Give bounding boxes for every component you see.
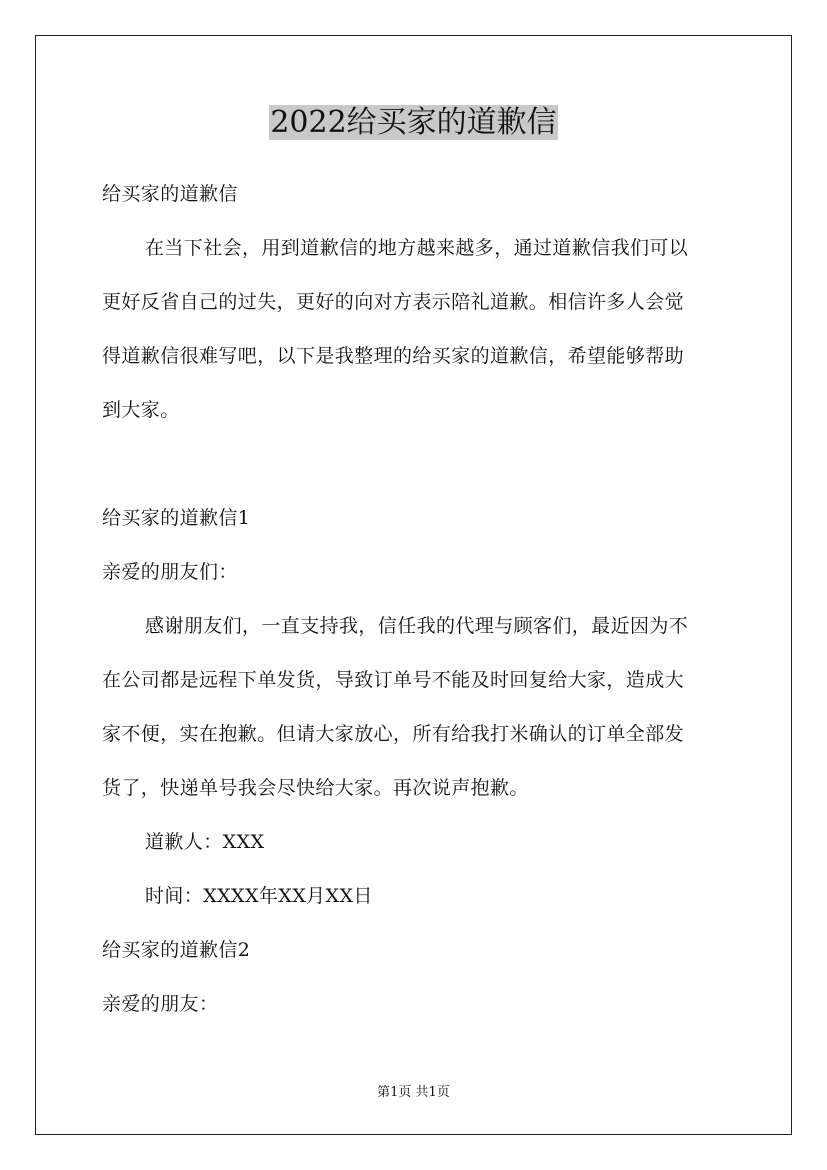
letter1-body-line: 在公司都是远程下单发货，导致订单号不能及时回复给大家，造成大	[102, 669, 685, 691]
page-footer: 第1页 共1页	[377, 1085, 450, 1100]
letter2-salutation: 亲爱的朋友：	[102, 993, 219, 1015]
letter1-signer: 道歉人：XXX	[145, 831, 265, 853]
letter2-heading: 给买家的道歉信2	[102, 939, 251, 961]
letter1-heading: 给买家的道歉信1	[102, 507, 251, 529]
intro-line: 更好反省自己的过失，更好的向对方表示陪礼道歉。相信许多人会觉	[102, 291, 685, 313]
letter1-body-line: 货了，快递单号我会尽快给大家。再次说声抱歉。	[102, 777, 529, 799]
letter1-date: 时间：XXXX年XX月XX日	[145, 885, 373, 907]
document-title: 2022给买家的道歉信	[270, 105, 557, 140]
intro-line: 到大家。	[102, 399, 180, 421]
intro-line: 得道歉信很难写吧，以下是我整理的给买家的道歉信，希望能够帮助	[102, 345, 685, 367]
letter1-body-line: 感谢朋友们，一直支持我，信任我的代理与顾客们，最近因为不	[145, 615, 689, 637]
letter1-body-line: 家不便，实在抱歉。但请大家放心，所有给我打米确认的订单全部发	[102, 723, 685, 745]
document-title-container	[0, 103, 827, 143]
intro-line: 在当下社会，用到道歉信的地方越来越多，通过道歉信我们可以	[145, 237, 689, 259]
letter1-salutation: 亲爱的朋友们：	[102, 561, 238, 583]
document-subtitle: 给买家的道歉信	[102, 183, 238, 205]
